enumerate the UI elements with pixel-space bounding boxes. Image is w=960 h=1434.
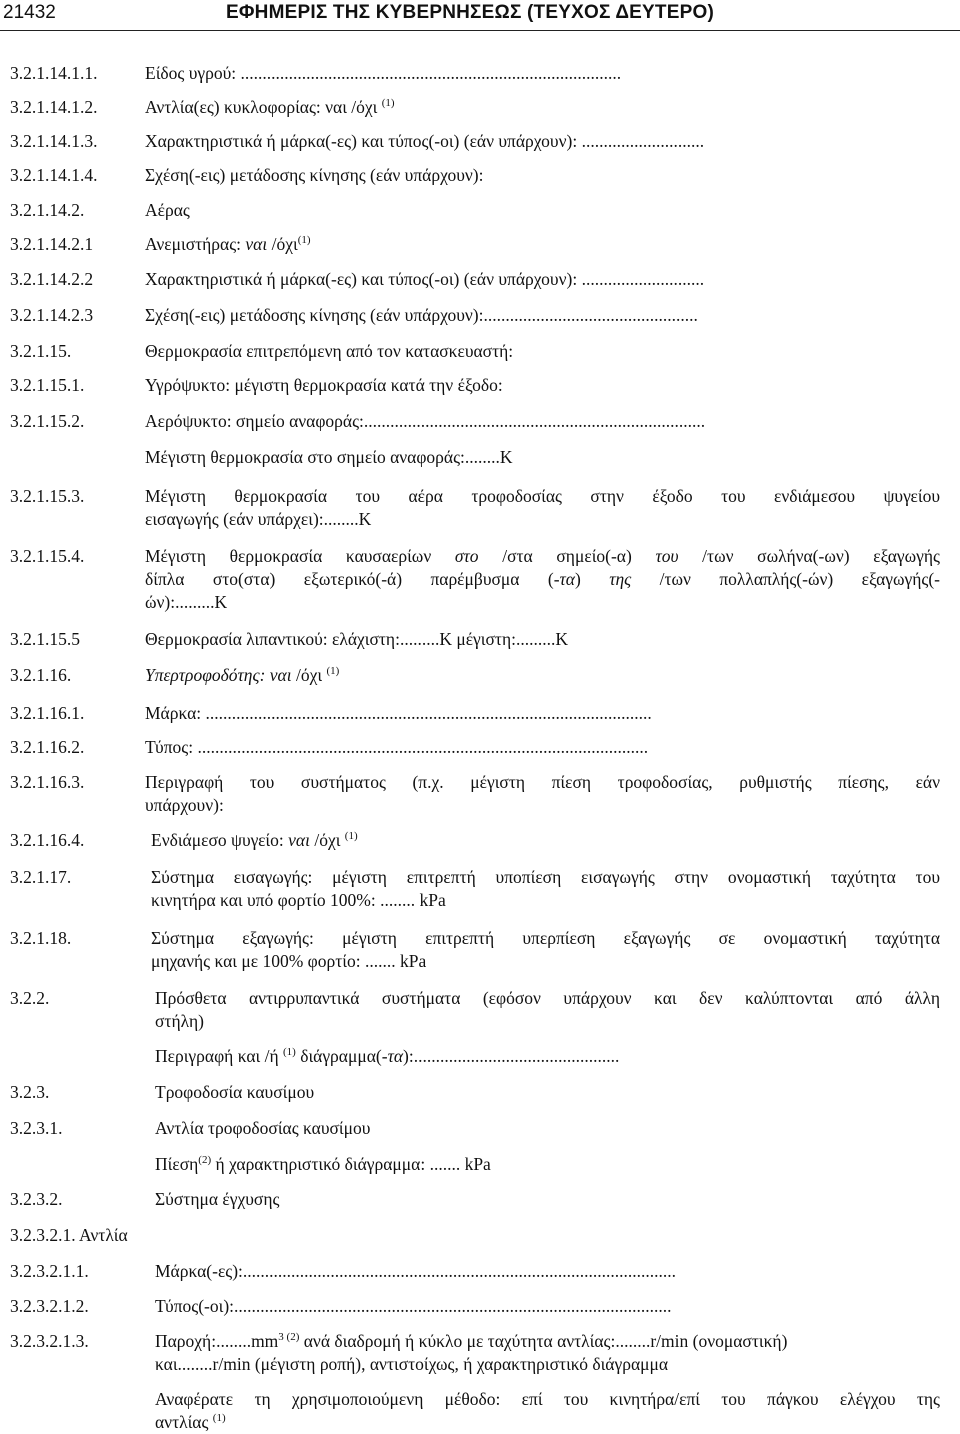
section-number: 3.2.1.15.1. (10, 375, 85, 395)
field-label-line: στήλη) (155, 1011, 204, 1031)
footnote-ref: (1) (212, 1412, 226, 1425)
footnote-ref: (1) (381, 97, 395, 110)
section-number: 3.2.3.2. (10, 1189, 63, 1209)
document-page: 21432 ΕΦΗΜΕΡΙΣ ΤΗΣ ΚΥΒΕΡΝΗΣΕΩΣ (ΤΕΥΧΟΣ ΔΕΥΤΕΡΟ) 3.2.1.14.1.1. Είδος υγρού: ....................................................................................... 3.2.1.14.1.2. Αντλία(ες) κυκλοφορίας: ναι /όχι $^{(1)}$ 3.2.1.14.1.3. Χαρακτηριστικά ή μάρκα(-ες) και τύπος(-οι) (εάν υπάρχουν): ............................ 3.2.1.14.1.4. Σχέση(-εις) μετάδοσης κίνησης (εάν υπάρχουν): 3.2.1.14.2. Αέρας 3.2.1.14.2.1 Ανεμιστήρας: ναι /όχι$^{(1)}$ 3.2.1.14.2.2 Χαρακτηριστικά ή μάρκα(-ες) και τύπος(-οι) (εάν υπάρχουν): ............................ 3.2.1.14.2.3 Σχέση(-εις) μετάδοσης κίνησης (εάν υπάρχουν):................................................. 3.2.1.15. Θερμοκρασία επιτρεπόμενη από τον κατασκευαστή: 3.2.1.15.1. Υγρόψυκτο: μέγιστη θερμοκρασία κατά την έξοδο: 3.2.1.15.2. Αερόψυκτο: σημείο αναφοράς:.............................................................................. Μέγιστη θερμοκρασία στο σημείο αναφοράς:........K 3.2.1.15.3. Μέγιστη θερμοκρασία του αέρα τροφοδοσίας στην έξοδο του ενδιάμεσου ψυγείου εισαγωγής (εάν υπάρχει):........K 3.2.1.15.4. Μέγιστη θερμοκρασία καυσαερίων στο /στα σημείο(-α) του /των σωλήνα(-ων) εξαγωγής δίπλα στο(στα) εξωτερικό(-ά) παρέμβυσμα (-τα) της /των πολλαπλής(-ών) εξαγωγής(- ών):.........K 3.2.1.15.5 Θερμοκρασία λιπαντικού: ελάχιστη:.........K μέγιστη:.........K 3.2.1.16. Υπερτροφοδότης: ναι /όχι $^{(1)}$ 3.2.1.16.1. Μάρκα: ...................................................................................................... 3.2.1.16.2. Τύπος: ....................................................................................................... 3.2.1.16.3. Περιγραφή του συστήματος (π.χ. μέγιστη πίεση τροφοδοσίας, ρυθμιστής πίεσης, εάν υπάρχουν): 3.2.1.16.4. Ενδιάμεσο ψυγείο: ναι /όχι $^{(1)}$ 3.2.1.17. Σύστημα εισαγωγής: μέγιστη επιτρεπτή υποπίεση εισαγωγής στην ονομαστική ταχύτητα του κινητήρα και υπό φορτίο 100%: ........ kPa 3.2.1.18. Σύστημα εξαγωγής: μέγιστη επιτρεπτή υπερπίεση εξαγωγής σε ονομαστική ταχύτητα μηχανής και με 100% φορτίο: ....... kPa 3.2.2. Πρόσθετα αντιρρυπαντικά συστήματα (εφόσον υπάρχουν και δεν καλύπτονται από άλλη στήλη) Περιγραφή και /ή $^{(1)}$ διάγραμμα(-τα):............................................... 3.2.3. Τροφοδοσία καυσίμου 3.2.3.1. Αντλία τροφοδοσίας καυσίμου Πίεση$^{(2)}$ ή χαρακτηριστικό διάγραμμα: ....... kPa 3.2.3.2. Σύστημα έγχυσης 3.2.3.2.1. Αντλία 3.2.3.2.1.1. Μάρκα(-ες):................................................................................................... 3.2.3.2.1.2. Τύπος(-οι):.................................................................................................... 3.2.3.2.1.3. $\Pi\alpha\rho o\chi ή:........mm^{3 (2)}$ ανά διαδρομή ή κύκλο με ταχύτητα αντλίας:........r/min (ονομαστική) και........r/min (μέγιστη ροπή), αντιστοίχως, ή χαρακτηριστικό διάγραμμα Αναφέρατε τη χρησιμοποιούμενη μέθοδο: επί του κινητήρα/επί του πάγκου ελέγχου της αντλίας $^{(1)}$ (0, 0, 960, 1434)
section-number: 3.2.1.16. (10, 665, 72, 685)
field-label: Αντλία(ες) κυκλοφορίας: ναι /όχι (145, 97, 378, 117)
field-label-line: Περιγραφή του συστήματος (π.χ. μέγιστη πίεση τροφοδοσίας, ρυθμιστής πίεσης, εάν (145, 772, 940, 792)
footnote-ref: (2) (198, 1154, 212, 1167)
section-number: 3.2.1.14.2.3 (10, 305, 94, 325)
option-yes: ναι (245, 234, 268, 254)
section-number: 3.2.1.18. (10, 928, 72, 948)
field-label-line: Μέγιστη θερμοκρασία καυσαερίων στο /στα σημείο(-α) του /των σωλήνα(-ων) εξαγωγής (145, 546, 940, 566)
section-number: 3.2.1.17. (10, 867, 72, 887)
field-label-line: κινητήρα και υπό φορτίο 100%: ........ kPa (151, 890, 446, 910)
field-label-line: ών):.........K (145, 592, 228, 612)
field-label: Τύπος: ....................................................................................................... (145, 737, 649, 757)
field-label-line: $\Pi\alpha\rho o\chi ή:........mm^{3 (2)}$ ανά διαδρομή ή κύκλο με ταχύτητα αντλίας:........r/min (ονομαστική) (155, 1331, 788, 1351)
section-number: 3.2.3.1. (10, 1118, 63, 1138)
section-number: 3.2.1.16.4. (10, 830, 85, 850)
field-label: Πίεση (155, 1154, 199, 1174)
section-number: 3.2.1.15.2. (10, 411, 85, 431)
field-label: Σχέση(-εις) μετάδοσης κίνησης (εάν υπάρχουν): (145, 165, 484, 185)
footnote-ref: (1) (344, 830, 358, 843)
field-label-line: δίπλα στο(στα) εξωτερικό(-ά) παρέμβυσμα (-τα) της /των πολλαπλής(-ών) εξαγωγής(- (145, 569, 941, 589)
field-label-line: Σύστημα εξαγωγής: μέγιστη επιτρεπτή υπερπίεση εξαγωγής σε ονομαστική ταχύτητα (151, 928, 940, 948)
field-label-line: εισαγωγής (εάν υπάρχει):........K (145, 509, 372, 529)
field-label: Περιγραφή και /ή (155, 1046, 283, 1066)
section-number: 3.2.1.15. (10, 341, 72, 361)
field-label: Μάρκα(-ες):................................................................................................... (155, 1261, 677, 1281)
option-no: /όχι (309, 830, 345, 850)
section-number: 3.2.1.15.5 (10, 629, 80, 649)
field-label-line: μηχανής και με 100% φορτίο: ....... kPa (151, 951, 427, 971)
field-label: Τύπος(-οι):.................................................................................................... (155, 1296, 672, 1316)
section-number: 3.2.3.2.1.1. (10, 1261, 89, 1281)
field-label: Χαρακτηριστικά ή μάρκα(-ες) και τύπος(-οι) (εάν υπάρχουν): ............................ (145, 269, 705, 289)
field-label: Αέρας (145, 200, 190, 220)
field-label-line: Σύστημα εισαγωγής: μέγιστη επιτρεπτή υποπίεση εισαγωγής στην ονομαστική ταχύτητα του (151, 867, 940, 887)
section-number: 3.2.1.14.2.1 (10, 234, 94, 254)
option-yes: ναι (288, 830, 310, 850)
footnote-ref: (1) (326, 665, 340, 678)
section-number: 3.2.3.2.1. Αντλία (10, 1225, 128, 1245)
field-label-line: Πρόσθετα αντιρρυπαντικά συστήματα (εφόσον υπάρχουν και δεν καλύπτονται από άλλη (155, 988, 940, 1008)
footnote-ref: (1) (297, 234, 311, 247)
field-label: Είδος υγρού: ....................................................................................... (145, 63, 622, 83)
section-number: 3.2.3.2.1.3. (10, 1331, 89, 1351)
section-number: 3.2.3.2.1.2. (10, 1296, 89, 1316)
field-label: Θερμοκρασία λιπαντικού: ελάχιστη:.........K μέγιστη:.........K (145, 629, 568, 649)
section-number: 3.2.1.16.3. (10, 772, 85, 792)
field-label: Υπερτροφοδότης: (145, 665, 270, 685)
field-label: Τροφοδοσία καυσίμου (155, 1082, 315, 1102)
page-number: 21432 (3, 2, 56, 23)
field-label: Μέγιστη θερμοκρασία στο σημείο αναφοράς:........K (145, 447, 513, 467)
field-label: Αντλία τροφοδοσίας καυσίμου (155, 1118, 371, 1138)
page-header (0, 0, 960, 30)
field-label: Υγρόψυκτο: μέγιστη θερμοκρασία κατά την έξοδο: (145, 375, 503, 395)
header-divider (0, 30, 960, 31)
section-number: 3.2.1.16.1. (10, 703, 85, 723)
section-number: 3.2.1.14.1.3. (10, 131, 98, 151)
section-number: 3.2.1.14.1.1. (10, 63, 98, 83)
field-label: Ανεμιστήρας: (145, 234, 246, 254)
field-label-line: αντλίας $^{(1)}$ (155, 1412, 226, 1432)
option-no: /όχι (291, 665, 327, 685)
field-label-line: και........r/min (μέγιστη ροπή), αντιστοίχως, ή χαρακτηριστικό διάγραμμα (155, 1354, 669, 1374)
footnote-ref: (1) (283, 1046, 296, 1059)
section-number: 3.2.1.15.3. (10, 486, 85, 506)
option-yes: ναι (269, 665, 292, 685)
section-number: 3.2.3. (10, 1082, 50, 1102)
section-number: 3.2.1.14.1.2. (10, 97, 98, 117)
field-label: Αερόψυκτο: σημείο αναφοράς:.............................................................................. (145, 411, 706, 431)
section-number: 3.2.1.14.1.4. (10, 165, 98, 185)
field-label: Σύστημα έγχυσης (155, 1189, 280, 1209)
field-label-line: Αναφέρατε τη χρησιμοποιούμενη μέθοδο: επί του κινητήρα/επί του πάγκου ελέγχου της (155, 1389, 940, 1409)
field-label: Μάρκα: ...................................................................................................... (145, 703, 652, 723)
section-number: 3.2.1.14.2. (10, 200, 85, 220)
field-label: Ενδιάμεσο ψυγείο: (151, 830, 289, 850)
field-label-line: υπάρχουν): (145, 795, 224, 815)
field-label-line: Μέγιστη θερμοκρασία του αέρα τροφοδοσίας στην έξοδο του ενδιάμεσου ψυγείου (145, 486, 940, 506)
field-label: Θερμοκρασία επιτρεπόμενη από τον κατασκευαστή: (145, 341, 514, 361)
section-number: 3.2.2. (10, 988, 50, 1008)
gazette-title: ΕΦΗΜΕΡΙΣ ΤΗΣ ΚΥΒΕΡΝΗΣΕΩΣ (ΤΕΥΧΟΣ ΔΕΥΤΕΡΟ) (226, 2, 714, 23)
section-number: 3.2.1.16.2. (10, 737, 85, 757)
section-number: 3.2.1.15.4. (10, 546, 85, 566)
field-label: Χαρακτηριστικά ή μάρκα(-ες) και τύπος(-οι) (εάν υπάρχουν): ............................ (145, 131, 705, 151)
section-number: 3.2.1.14.2.2 (10, 269, 94, 289)
option-no: /όχι (267, 234, 298, 254)
field-label: Σχέση(-εις) μετάδοσης κίνησης (εάν υπάρχουν):................................................. (145, 305, 698, 325)
